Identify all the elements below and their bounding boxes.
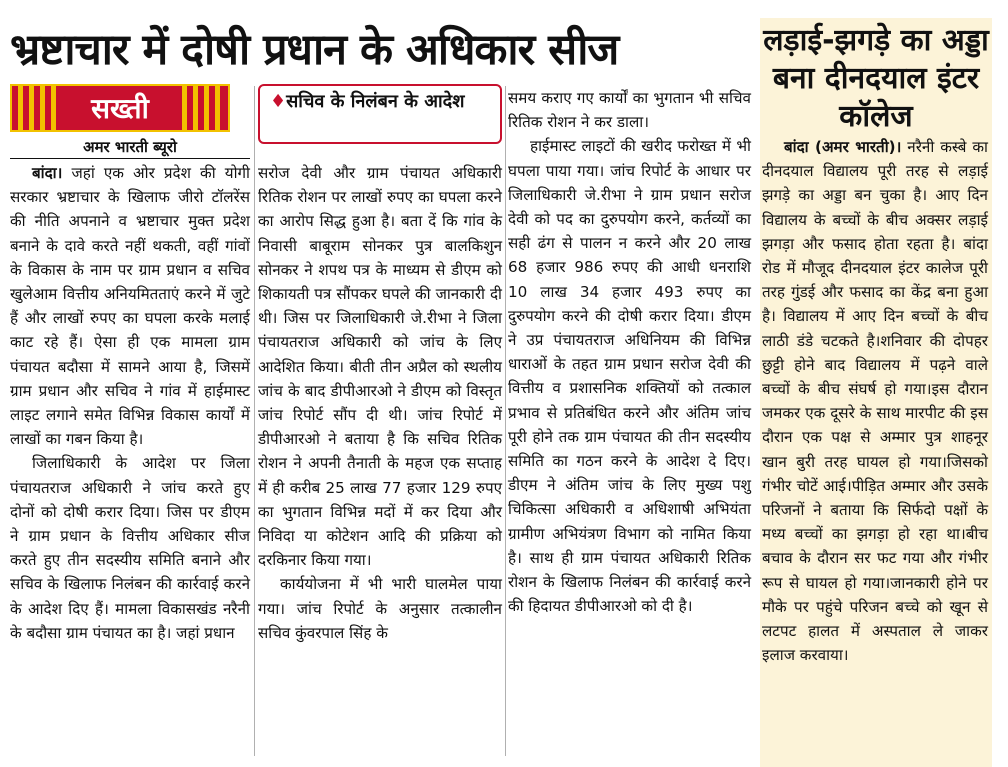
paragraph: सरोज देवी और ग्राम पंचायत अधिकारी रितिक रोशन पर लाखों रुपए का घपला करने का आरोप सिद्ध हुआ है। बता दें कि गांव के निवासी बाबूराम सोनकर पुत्र बालकिशुन सोनकर ने शपथ पत्र के माध्यम से डीएम को शिकायती पत्र सौंपकर घपले की जानकारी दी थी। जिस पर जिलाधिकारी जे.रीभा ने जिला पंचायतराज अधिकारी को जांच के लिए आदेशित किया। बीती तीन अप्रैल को स्थलीय जांच के बाद डीपीआरओ ने डीएम को विस्तृत जांच रिपोर्ट सौंप दी थी। जांच रिपोर्ट में डीपीआरओ ने बताया है कि सचिव रितिक रोशन ने अपनी तैनाती के महज एक सप्ताह में ही करीब 25 लाख 77 हजार 129 रुपए का भुगतान विभिन्न मदों में कर दिया और निविदा या कोटेशन आदि की प्रक्रिया को दरकिनार किया गया। xyxy=(258,164,502,570)
highlight-text: सचिव के निलंबन के आदेश xyxy=(286,91,465,112)
kicker-text: सख्ती xyxy=(77,89,163,127)
dateline: बांदा (अमर भारती)। xyxy=(784,138,902,156)
paragraph-text: नरैनी कस्बे का दीनदयाल विद्यालय पूरी तरह से लड़ाई झगड़े का अड्डा बन चुका है। आए दिन विद्यालय के बच्चों के बीच अक्सर लड़ाई झगड़ा और फसाद होता रहता है। बांदा रोड में मौजूद दीनदयाल इंटर कालेज पूरी तरह गुंडई और फसाद का केंद्र बना हुआ है। विद्यालय में आए दिन बच्चों के बीच लाठी डंडे चटकते है।शनिवार की दोपहर छुट्टी होने बाद विद्यालय में पढ़ने वाले बच्चों के बीच संघर्ष हो गया।इस दौरान जमकर एक दूसरे के साथ मारपीट की इस दौरान एक पक्ष से अम्मार पुत्र शाहनूर खान बुरी तरह घायल हो गया।जिसको गंभीर चोटें आई।पीड़ित अम्मार और उसके परिजनों ने बताया कि सिर्फदो पक्षों के मध्य बच्चों का झगड़ा हो रहा था।बीच बचाव के दौरान सर फट गया और गंभीर रूप से घायल हो गया।जानकारी होने पर मौके पर पहुंचे परिजन बच्चे को खून से लटपट हालत में अस्पताल ले जाकर इलाज करवाया। xyxy=(762,138,988,665)
byline-divider xyxy=(10,158,250,159)
paragraph: समय कराए गए कार्यों का भुगतान भी सचिव रितिक रोशन ने कर डाला। xyxy=(508,89,751,132)
article-column-3 xyxy=(508,86,751,618)
kicker-stripes-left xyxy=(18,86,58,130)
paragraph: जिलाधिकारी के आदेश पर जिला पंचायतराज अधिकारी ने जांच करते हुए दोनों को दोषी करार दिया। जिस पर डीएम ने ग्राम प्रधान के वित्तीय अधिकार सीज करते हुए तीन सदस्यीय समिति बनाने और सचिव के खिलाफ निलंबन की कार्रवाई करने के आदेश दिए हैं। मामला विकासखंड नरैनी के बदौसा ग्राम पंचायत का है। जहां प्रधान xyxy=(10,454,250,642)
main-headline: भ्रष्टाचार में दोषी प्रधान के अधिकार सीज xyxy=(10,25,619,75)
highlight-box xyxy=(258,84,502,144)
kicker-stripes-right xyxy=(182,86,222,130)
paragraph xyxy=(762,135,988,667)
sidebar-article xyxy=(762,135,988,667)
paragraph: कार्ययोजना में भी भारी घालमेल पाया गया। जांच रिपोर्ट के अनुसार तत्कालीन सचिव कुंवरपाल सिंह के xyxy=(258,575,502,642)
sidebar-headline: लड़ाई-झगड़े का अड्डा बना दीनदयाल इंटर कॉलेज xyxy=(763,23,989,134)
dateline: बांदा। xyxy=(32,164,63,182)
diamond-icon: ♦ xyxy=(270,91,287,112)
byline: अमर भारती ब्यूरो xyxy=(83,138,177,156)
article-column-2 xyxy=(258,161,502,645)
paragraph-text: जहां एक ओर प्रदेश की योगी सरकार भ्रष्टाचार के खिलाफ जीरो टॉलरेंस की नीति अपनाने व भ्रष्टाचार मुक्त प्रदेश बनाने के दावे करते नहीं थकती, वहीं गांवों के विकास के नाम पर ग्राम प्रधान व सचिव खुलेआम वित्तीय अनियमितताएं करने में जुटे हैं और लाखों रुपए का घपला करके मलाई काट रहे हैं। ऐसा ही एक मामला ग्राम पंचायत बदौसा में सामने आया है, जिसमें ग्राम प्रधान और सचिव ने गांव में हाईमास्ट लाइट लगाने समेत विभिन्न विकास कार्यों में लाखों का गबन किया है। xyxy=(10,164,250,449)
paragraph xyxy=(10,161,250,451)
kicker-label xyxy=(10,84,230,132)
column-divider xyxy=(505,86,506,756)
article-column-1 xyxy=(10,161,250,645)
paragraph: हाईमास्ट लाइटों की खरीद फरोख्त में भी घपला पाया गया। जांच रिपोर्ट के आधार पर जिलाधिकारी जे.रीभा ने ग्राम प्रधान सरोज देवी को पद का दुरुपयोग करने, कर्तव्यों का सही ढंग से पालन न करने और 20 लाख 68 हजार 986 रुपए की आधी धनराशि 10 लाख 34 हजार 493 रुपए का दुरुपयोग करने की दोषी करार दिया। डीएम ने उप्र पंचायतराज अधिनियम की विभिन्न धाराओं के तहत ग्राम प्रधान सरोज देवी की वित्तीय व प्रशासनिक शक्तियों को तत्काल प्रभाव से प्रतिबंधित करने और अंतिम जांच पूरी होने तक ग्राम पंचायत की तीन सदस्यीय समिति का गठन करने के आदेश दे दिए। डीएम ने अंतिम जांच के लिए मुख्य पशु चिकित्सा अधिकारी व अधिशाषी अभियंता ग्रामीण अभियंत्रण विभाग को नामित किया है। साथ ही ग्राम पंचायत अधिकारी रितिक रोशन के खिलाफ निलंबन की कार्रवाई करने की हिदायत डीपीआरओ को दी है। xyxy=(508,137,751,616)
column-divider xyxy=(254,86,255,756)
